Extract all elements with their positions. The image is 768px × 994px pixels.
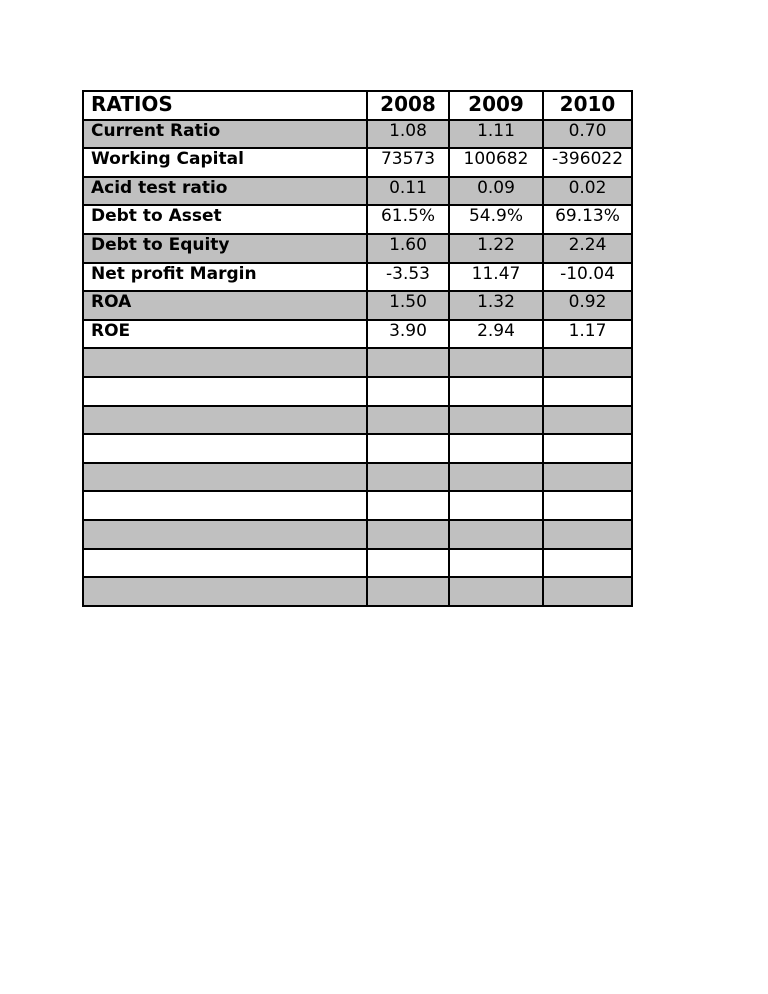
ratio-value-cell: 0.70: [543, 120, 632, 149]
empty-table-row: [83, 406, 632, 435]
ratio-label-cell: [83, 377, 367, 406]
ratio-value-cell: 3.90: [367, 320, 449, 349]
ratio-value-cell: 100682: [449, 148, 543, 177]
table-row: [83, 177, 632, 206]
ratio-label-cell: [83, 434, 367, 463]
table-row: [83, 320, 632, 349]
ratio-value-cell: 0.92: [543, 291, 632, 320]
ratio-label-cell: ROE: [83, 320, 367, 349]
ratio-label-cell: Current Ratio: [83, 120, 367, 149]
header-year-2008: 2008: [367, 91, 449, 120]
ratio-value-cell: 1.17: [543, 320, 632, 349]
ratio-value-cell: 69.13%: [543, 205, 632, 234]
ratio-value-cell: [367, 520, 449, 549]
ratio-value-cell: [367, 348, 449, 377]
ratio-value-cell: -396022: [543, 148, 632, 177]
ratio-value-cell: 61.5%: [367, 205, 449, 234]
table-row: [83, 148, 632, 177]
ratio-label-cell: Debt to Equity: [83, 234, 367, 263]
ratio-label-cell: ROA: [83, 291, 367, 320]
ratio-value-cell: 2.94: [449, 320, 543, 349]
ratio-label-cell: Acid test ratio: [83, 177, 367, 206]
empty-table-row: [83, 377, 632, 406]
ratio-value-cell: -3.53: [367, 263, 449, 292]
ratio-value-cell: [449, 348, 543, 377]
ratio-value-cell: 1.22: [449, 234, 543, 263]
empty-table-row: [83, 549, 632, 578]
ratio-value-cell: 0.09: [449, 177, 543, 206]
header-year-2009: 2009: [449, 91, 543, 120]
table-body: [83, 120, 632, 606]
ratio-value-cell: [543, 491, 632, 520]
ratio-value-cell: [543, 377, 632, 406]
ratio-value-cell: [543, 549, 632, 578]
ratio-label-cell: Working Capital: [83, 148, 367, 177]
empty-table-row: [83, 463, 632, 492]
table-row: [83, 120, 632, 149]
ratio-value-cell: [367, 377, 449, 406]
ratio-value-cell: [367, 463, 449, 492]
empty-table-row: [83, 491, 632, 520]
ratio-value-cell: 54.9%: [449, 205, 543, 234]
ratio-value-cell: 2.24: [543, 234, 632, 263]
ratio-value-cell: [449, 491, 543, 520]
ratio-value-cell: [449, 520, 543, 549]
ratio-value-cell: [367, 491, 449, 520]
ratio-label-cell: Debt to Asset: [83, 205, 367, 234]
ratio-label-cell: Net profit Margin: [83, 263, 367, 292]
table-row: [83, 205, 632, 234]
table-row: [83, 291, 632, 320]
table-row: [83, 234, 632, 263]
ratio-value-cell: [543, 463, 632, 492]
ratio-value-cell: 11.47: [449, 263, 543, 292]
ratio-label-cell: [83, 348, 367, 377]
header-ratios: RATIOS: [83, 91, 367, 120]
ratio-value-cell: 73573: [367, 148, 449, 177]
ratio-value-cell: [543, 406, 632, 435]
ratio-value-cell: [367, 434, 449, 463]
ratio-value-cell: [543, 434, 632, 463]
ratio-label-cell: [83, 406, 367, 435]
ratio-value-cell: 0.11: [367, 177, 449, 206]
ratio-label-cell: [83, 549, 367, 578]
ratio-value-cell: [367, 549, 449, 578]
ratio-value-cell: 0.02: [543, 177, 632, 206]
ratios-table: [82, 90, 633, 607]
ratio-value-cell: [449, 577, 543, 606]
ratio-value-cell: [367, 577, 449, 606]
ratio-value-cell: [543, 520, 632, 549]
ratio-value-cell: [449, 463, 543, 492]
ratio-value-cell: [449, 434, 543, 463]
ratio-value-cell: 1.50: [367, 291, 449, 320]
ratio-value-cell: [449, 406, 543, 435]
ratio-value-cell: 1.11: [449, 120, 543, 149]
ratio-label-cell: [83, 577, 367, 606]
header-year-2010: 2010: [543, 91, 632, 120]
ratio-label-cell: [83, 520, 367, 549]
empty-table-row: [83, 520, 632, 549]
empty-table-row: [83, 348, 632, 377]
table-row: [83, 263, 632, 292]
ratio-value-cell: [449, 377, 543, 406]
ratio-value-cell: 1.60: [367, 234, 449, 263]
ratio-label-cell: [83, 491, 367, 520]
ratio-value-cell: -10.04: [543, 263, 632, 292]
ratio-value-cell: [543, 577, 632, 606]
ratio-value-cell: [367, 406, 449, 435]
ratio-value-cell: [543, 348, 632, 377]
empty-table-row: [83, 434, 632, 463]
empty-table-row: [83, 577, 632, 606]
ratio-label-cell: [83, 463, 367, 492]
ratio-value-cell: [449, 549, 543, 578]
ratio-value-cell: 1.32: [449, 291, 543, 320]
ratio-value-cell: 1.08: [367, 120, 449, 149]
header-row: [83, 91, 632, 120]
